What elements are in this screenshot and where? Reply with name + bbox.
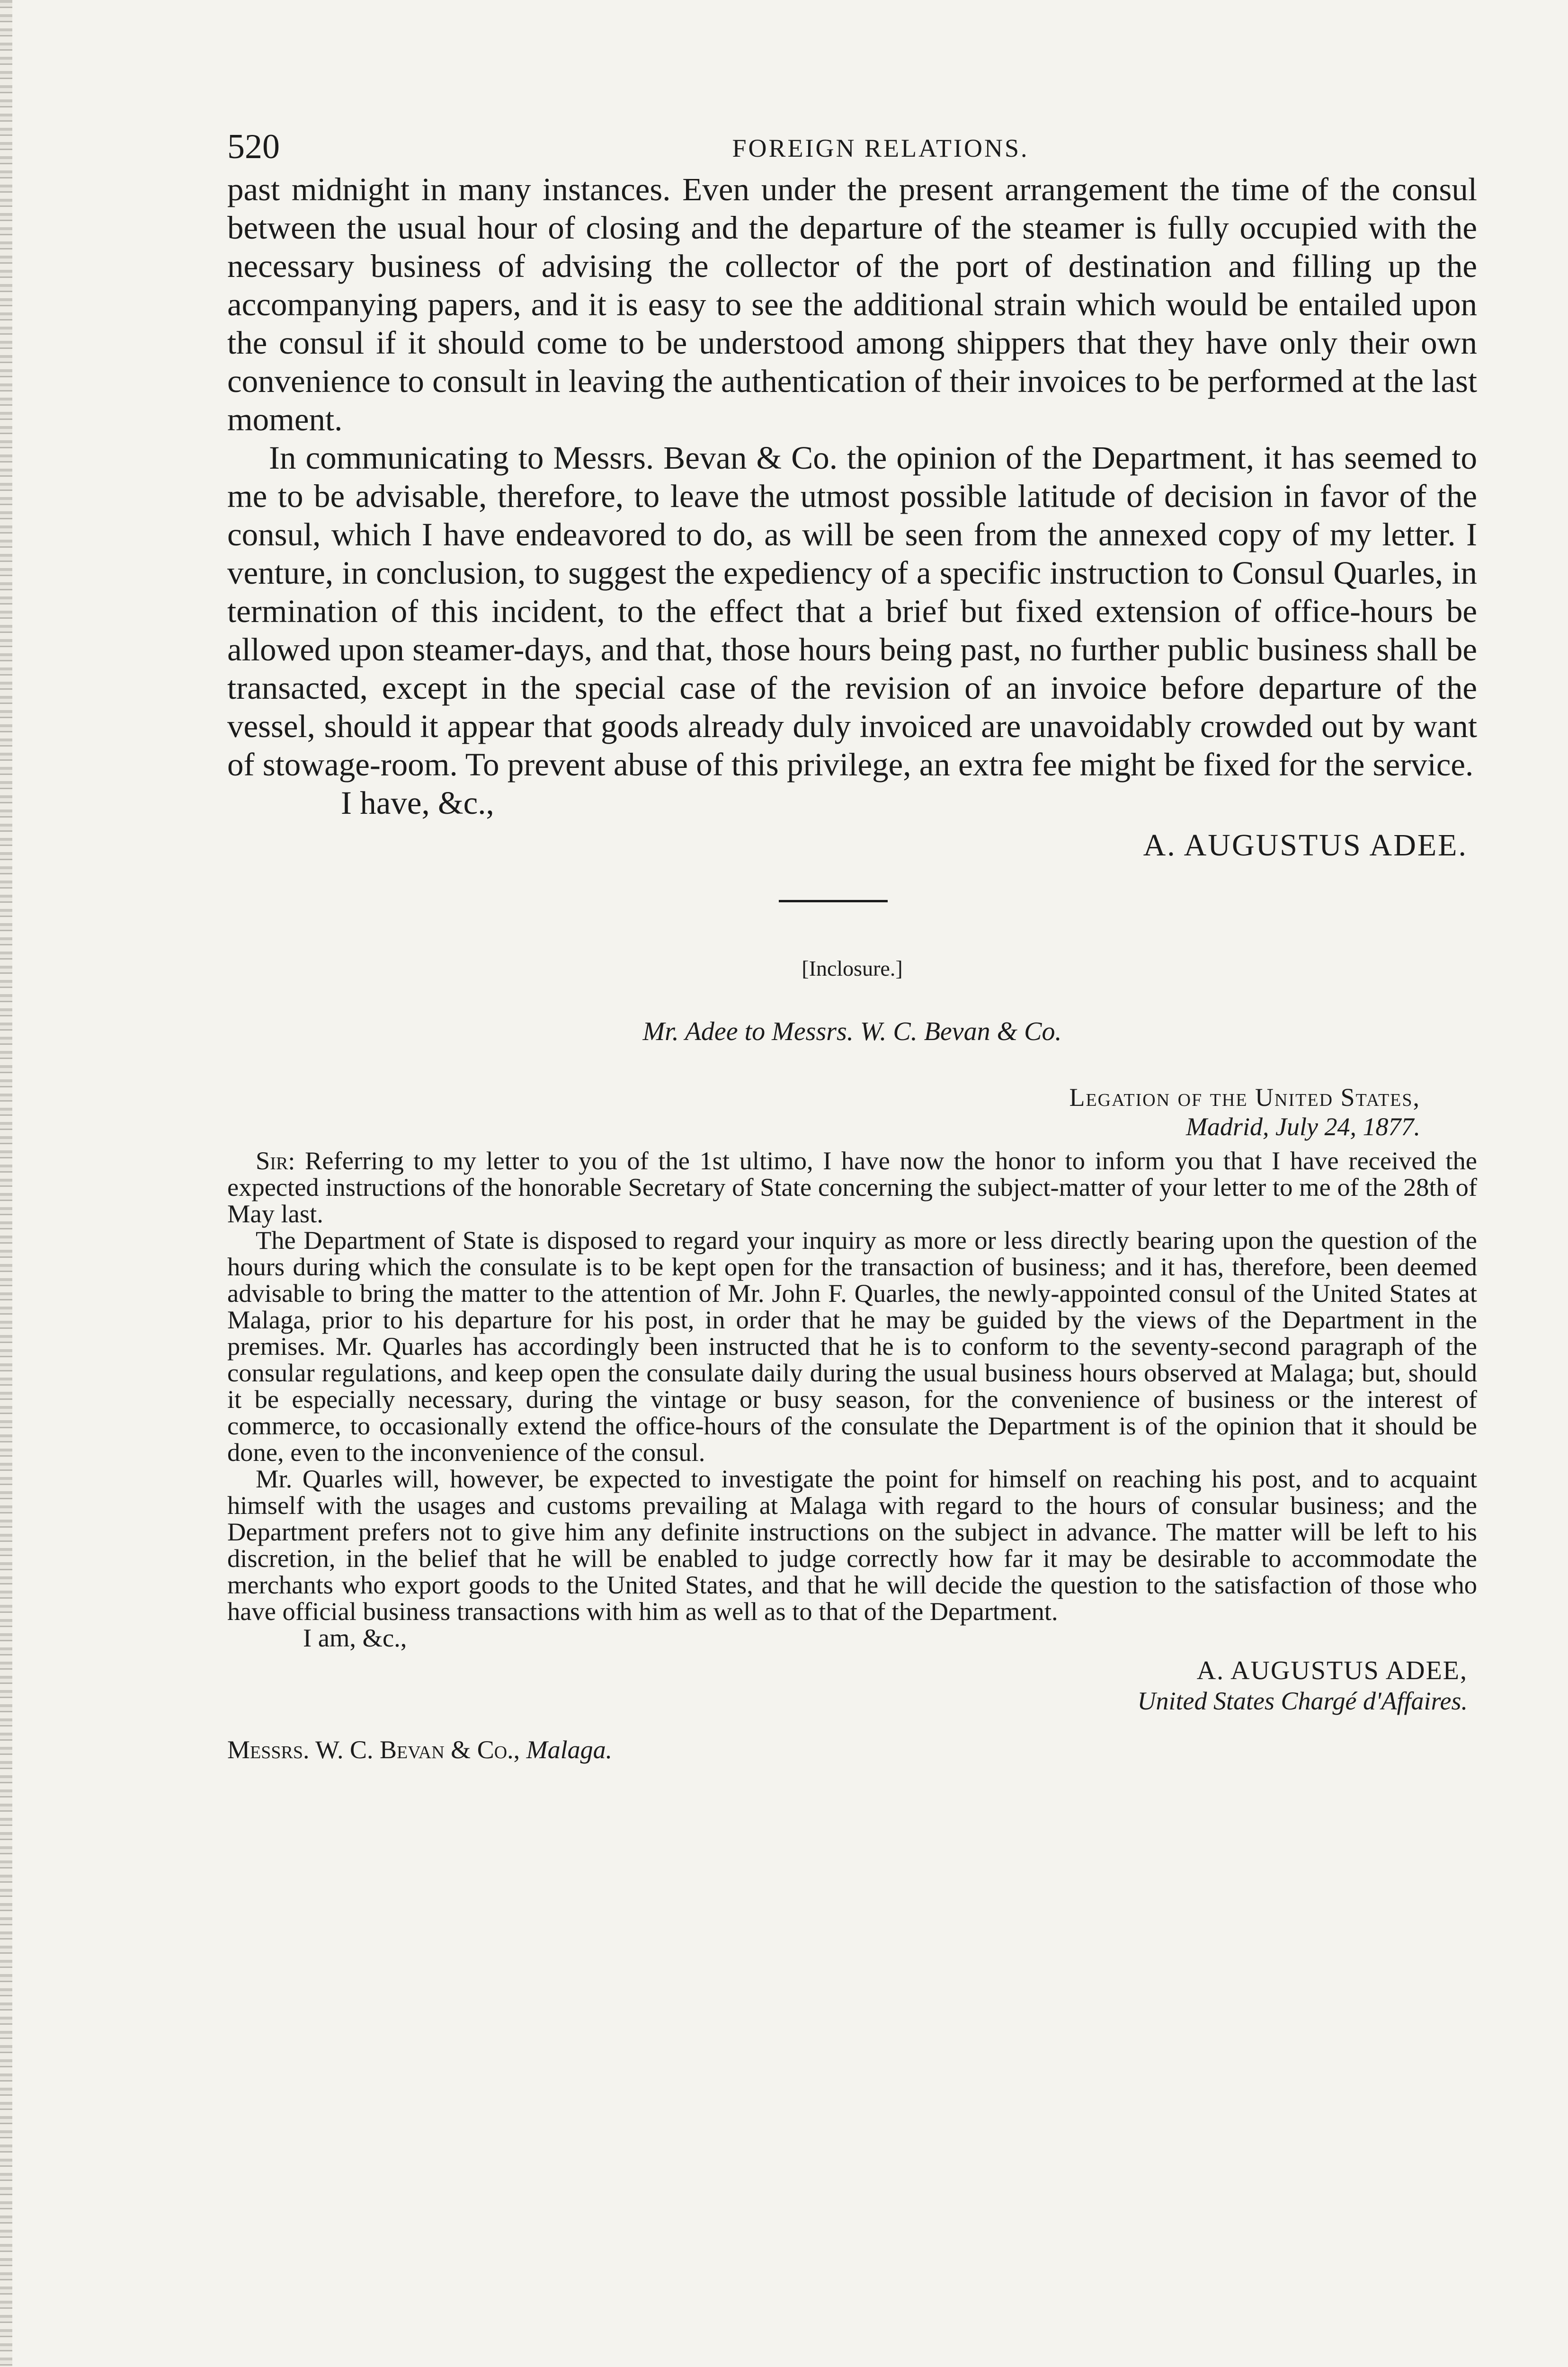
addressee-place: Malaga. — [526, 1735, 613, 1764]
letter-place: Legation of the United States, — [1069, 1083, 1420, 1112]
dispatch-closing: I have, &c., — [341, 785, 494, 821]
letter-paragraph: Mr. Quarles will, however, be expected to investigate the point for himself on reaching his post, and to acquaint himself with the usages and customs prevailing at Malaga with regard to the hours of consular business; and the Department prefers not to give him any definite instructions on the subject in advance. The matter will be left to his discretion, in the belief that he will be enabled to judge correctly how far it may be desirable to accommodate the merchants who export goods to the United States, and that he will decide the question to the satisfaction of those who have official business transactions with him as well as to that of the Department. — [227, 1464, 1477, 1626]
letter-heading: Mr. Adee to Messrs. W. C. Bevan & Co. — [642, 1017, 1062, 1046]
running-head: FOREIGN RELATIONS. — [732, 134, 1029, 162]
addressee-name: Messrs. W. C. Bevan & Co., — [227, 1735, 520, 1764]
inclosure-label: [Inclosure.] — [802, 956, 903, 980]
letter-paragraph: The Department of State is disposed to regard your inquiry as more or less directly bearing upon the question of the hours during which the consulate is to be kept open for the transaction of business; and it has, therefore, been deemed advisable to bring the matter to the attention of Mr. John F. Quarles, the newly-appointed consul of the United States at Malaga, prior to his departure for his post, in order that he may be guided by the views of the Department in the premises. Mr. Quarles has accordingly been instructed that he is to conform to the seventy-second paragraph of the consular regulations, and keep open the consulate daily during the usual business hours observed at Malaga; but, should it be especially necessary, during the vintage or busy season, for the convenience of business or the interest of commerce, to occasionally extend the office-hours of the consulate the Department is of the opinion that it should be done, even to the inconvenience of the consul. — [227, 1226, 1477, 1467]
letter-date-text: Madrid, July 24, 1877. — [1186, 1112, 1420, 1141]
dispatch-signature: A. AUGUSTUS ADEE. — [1143, 828, 1468, 863]
binding-edge — [0, 0, 12, 2367]
salutation: Sir: — [256, 1146, 295, 1175]
page-number: 520 — [227, 127, 280, 166]
letter-date — [227, 1112, 1420, 1141]
letter-signature-title: United States Chargé d'Affaires. — [1137, 1687, 1468, 1715]
letter-paragraph-text: Referring to my letter to you of the 1st ultimo, I have now the honor to inform you that I have received the expected instructions of the honorable Secretary of State concerning the subject-matter of your letter to me of the 28th of May last. — [227, 1146, 1478, 1228]
dispatch-paragraph: past midnight in many instances. Even under the present arrangement the time of the consul between the usual hour of closing and the departure of the steamer is fully occupied with the necessary business of advising the collector of the port of destination and filling up the accompanying papers, and it is easy to see the additional strain which would be entailed upon the consul if it should come to be understood among shippers that they have only their own convenience to consult in leaving the authentication of their invoices to be performed at the last moment. — [227, 171, 1477, 437]
document-page — [227, 123, 1477, 1765]
dispatch-body — [227, 170, 1477, 867]
dispatch-paragraph: In communicating to Messrs. Bevan & Co. the opinion of the Department, it has seemed to me to be advisable, therefore, to leave the utmost possible latitude of decision in favor of the consul, which I have endeavored to do, as will be seen from the annexed copy of my letter. I venture, in conclusion, to suggest the expediency of a specific instruction to Consul Quarles, in termination of this incident, to the effect that a brief but fixed extension of office-hours be allowed upon steamer-days, and that, those hours being past, no further public business shall be transacted, except in the special case of the revision of an invoice before departure of the vessel, should it appear that goods already duly invoiced are unavoidably crowded out by want of stowage-room. To prevent abuse of this privilege, an extra fee might be fixed for the service. — [227, 440, 1477, 783]
section-divider — [779, 900, 888, 902]
addressee — [227, 1735, 1477, 1765]
letter-signature: A. AUGUSTUS ADEE, — [1196, 1656, 1468, 1685]
letter-paragraph — [227, 1148, 1477, 1227]
letter-closing: I am, &c., — [303, 1623, 407, 1652]
page-header — [227, 123, 1477, 175]
letter-body — [227, 1148, 1477, 1765]
